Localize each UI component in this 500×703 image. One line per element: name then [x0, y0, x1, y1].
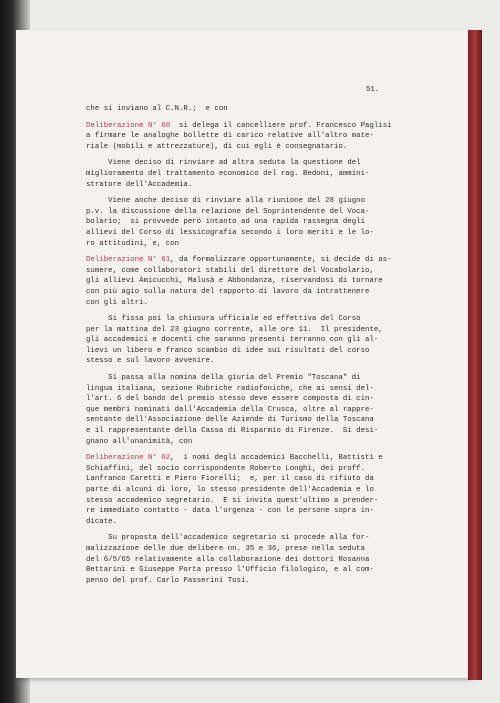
- line-text: Lanfranco Caretti e Piero Fiorelli; e, per il caso di rifiuto da: [86, 475, 374, 484]
- line-text: Viene deciso di rinviare ad altra seduta la questione del: [108, 159, 361, 168]
- text-line: [86, 131, 416, 142]
- line-text: malizzazione delle due delibere nn. 35 e 36, prese nella seduta: [86, 544, 366, 553]
- text-line: [86, 266, 416, 277]
- text-line: [86, 565, 416, 576]
- deliberation-line: [86, 453, 416, 464]
- line-text: dicate.: [86, 517, 118, 526]
- line-text: stesso e sul lavoro avvenire.: [86, 357, 215, 366]
- text-line: [86, 356, 416, 367]
- text-line: [86, 384, 416, 395]
- line-text: allievi del Corso di lessicografia secondo i loro meriti e le lo-: [86, 228, 374, 237]
- text-line: [86, 325, 416, 336]
- text-line: [86, 426, 416, 437]
- line-text: gli allievi Amicucchi, Malusà e Abbondanza, riservandosi di tornare: [86, 277, 383, 286]
- text-line: [86, 474, 416, 485]
- line-text: lingua italiana, sezione Rubriche radiofoniche, che ai sensi del-: [86, 384, 374, 393]
- line-text: , i nomi degli accademici Bacchelli, Battisti e: [170, 454, 383, 463]
- text-line: [86, 555, 416, 566]
- text-line: [86, 346, 416, 357]
- text-line: [86, 207, 416, 218]
- line-text: Viene anche deciso di rinviare alla riunione del 28 giugno: [108, 197, 366, 206]
- line-text: que membri nominati dall'Accademia della Crusca, oltre al rappre-: [86, 405, 374, 414]
- line-text: Schiaffini, del socio corrispondente Roberto Longhi, dei proff.: [86, 464, 366, 473]
- text-line: [86, 158, 416, 169]
- line-text: Su proposta dell'accademico segretario si procede alla for-: [108, 534, 370, 543]
- text-line: [86, 464, 416, 475]
- text-line: [86, 335, 416, 346]
- line-text: , da formalizzare opportunamente, si decide di as-: [170, 256, 392, 265]
- line-text: p.v. la discussione della relazione del Soprintendente del Voca-: [86, 207, 370, 216]
- line-text: Si passa alla nomina della giuria del Premio "Toscana" di: [108, 374, 361, 383]
- line-text: ro attitudini, e, con: [86, 239, 180, 248]
- text-line: [86, 485, 416, 496]
- line-text: sumere, come collaboratori stabili del direttore del Vocabolario,: [86, 266, 374, 275]
- text-line: [86, 298, 416, 309]
- typed-text-body: [86, 104, 416, 586]
- line-text: bolario; si provvede però intanto ad una rapida rassegna degli: [86, 218, 366, 227]
- line-text: stesso accademico segretario. E si invita quest'ultimo a prender-: [86, 496, 379, 505]
- text-line: [86, 506, 416, 517]
- line-text: gli accademici e docenti che saranno presenti terranno con gli al-: [86, 336, 379, 345]
- page-number: 51.: [366, 86, 380, 94]
- line-text: che si inviano al C.N.R.; e con: [86, 105, 228, 113]
- deliberation-number: Deliberazione N° 61: [86, 256, 171, 265]
- text-line: [86, 104, 416, 115]
- line-text: Bettarini e Giuseppe Porta presso l'Ufficio filologico, e al com-: [86, 566, 374, 575]
- text-line: [86, 405, 416, 416]
- text-line: [86, 544, 416, 555]
- text-line: [86, 517, 416, 528]
- deliberation-line: [86, 121, 416, 132]
- line-text: a firmare le analoghe bollette di carico relative all'altro mate-: [86, 132, 374, 141]
- text-line: [86, 394, 416, 405]
- line-text: penso del prof. Carlo Passerini Tosi.: [86, 576, 250, 585]
- text-line: [86, 533, 416, 544]
- text-line: [86, 373, 416, 384]
- text-line: [86, 217, 416, 228]
- line-text: con gli altri.: [86, 298, 149, 307]
- text-line: [86, 169, 416, 180]
- text-line: [86, 142, 416, 153]
- text-line: [86, 415, 416, 426]
- line-text: stratore dell'Accademia.: [86, 180, 193, 189]
- line-text: lievi un libero e franco scambio di idee sui risultati del corso: [86, 346, 370, 355]
- line-text: riale (mobili e attrezzature), di cui egli è consegnatario.: [86, 142, 348, 151]
- line-text: del 6/5/65 relativamente alla collaborazione dei dottori Rosanna: [86, 555, 370, 564]
- text-line: [86, 314, 416, 325]
- line-text: con più agio sulla natura del rapporto di lavoro da intrattenere: [86, 287, 370, 296]
- line-text: re immediato contatto - data l'urgenza - con le persone sopra in-: [86, 507, 374, 516]
- text-line: [86, 228, 416, 239]
- text-line: [86, 437, 416, 448]
- line-text: e il rappresentante della Cassa di Risparmio di Firenze. Si desi-: [86, 427, 379, 436]
- red-binding-edge: [468, 30, 482, 680]
- text-line: [86, 196, 416, 207]
- line-text: sentante dell'Associazione delle Aziende di Turismo della Toscana: [86, 416, 374, 425]
- line-text: per la mattina del 23 giugno corrente, alle ore 11. Il presidente,: [86, 325, 383, 334]
- text-line: [86, 276, 416, 287]
- text-line: [86, 496, 416, 507]
- text-line: [86, 576, 416, 587]
- text-line: [86, 180, 416, 191]
- line-text: gnano all'unanimità, con: [86, 437, 193, 446]
- deliberation-line: [86, 255, 416, 266]
- deliberation-number: Deliberazione N° 60: [86, 121, 171, 130]
- line-text: Si fissa poi la chiusura ufficiale ed effettiva del Corso: [108, 315, 361, 324]
- text-line: [86, 239, 416, 250]
- line-text: miglioramento del trattamento economico del rag. Bedoni, ammini-: [86, 169, 370, 178]
- line-text: si delega il cancelliere prof. Francesco Paglisi: [170, 121, 392, 130]
- line-text: parte di alcuni di loro, lo stesso presidente dell'Accademia e lo: [86, 486, 374, 494]
- text-line: [86, 287, 416, 298]
- deliberation-number: Deliberazione N° 62: [86, 454, 171, 463]
- line-text: l'art. 6 del bando del premio stesso deve essere composta di cin-: [86, 395, 374, 404]
